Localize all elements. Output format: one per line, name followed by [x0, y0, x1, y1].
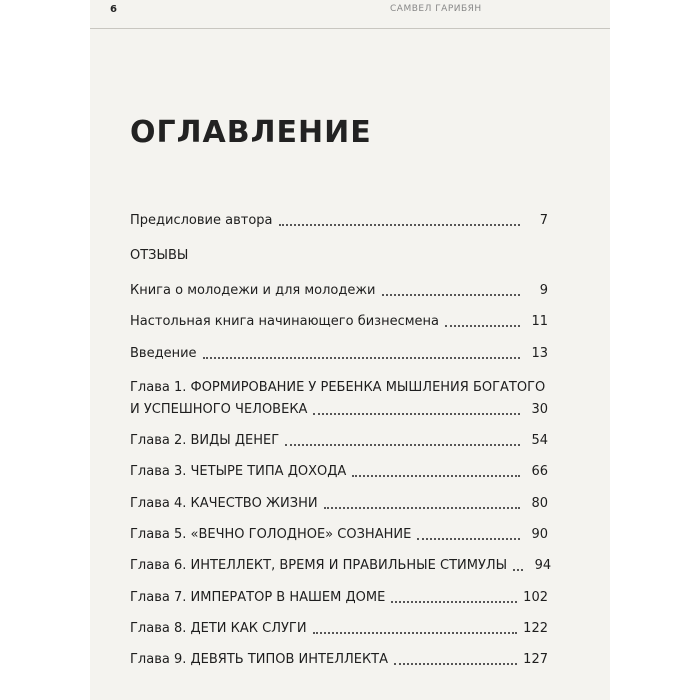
leader-dots: [445, 325, 520, 327]
leader-dots: [513, 569, 523, 571]
running-title: САМВЕЛ ГАРИБЯН: [390, 4, 482, 14]
leader-dots: [417, 538, 520, 540]
toc-entry-label: Книга о молодежи и для молодежи: [130, 283, 376, 298]
toc-entry-label: Глава 7. ИМПЕРАТОР В НАШЕМ ДОМЕ: [130, 590, 386, 605]
leader-dots: [391, 601, 517, 603]
toc-entry-chapter-8: [130, 620, 548, 638]
toc-entry-label: Введение: [130, 346, 197, 361]
toc-entry-page: 9: [539, 283, 548, 298]
toc-entry-chapter-2: [130, 432, 548, 450]
page-header: [90, 0, 610, 29]
toc-entry-review-2: [130, 313, 548, 331]
page-number: 6: [110, 4, 117, 15]
toc-entry-label: Глава 8. ДЕТИ КАК СЛУГИ: [130, 621, 307, 636]
toc-entry-chapter-3: [130, 463, 548, 481]
toc-entry-chapter-7: [130, 589, 548, 607]
toc-entry-label: Глава 3. ЧЕТЫРЕ ТИПА ДОХОДА: [130, 464, 347, 479]
book-page: [90, 0, 610, 700]
toc-entry-label: Глава 4. КАЧЕСТВО ЖИЗНИ: [130, 496, 318, 511]
leader-dots: [394, 663, 517, 665]
toc-entry-line2: [130, 401, 548, 419]
toc-entry-chapter-4: [130, 495, 548, 513]
toc-entry-page: 54: [531, 433, 548, 448]
leader-dots: [203, 357, 520, 359]
toc-entry-chapter-5: [130, 526, 548, 544]
toc-entry-page: 30: [531, 402, 548, 417]
leader-dots: [352, 475, 520, 477]
toc-entry-chapter-1: [130, 379, 548, 419]
toc-entry-label: Глава 9. ДЕВЯТЬ ТИПОВ ИНТЕЛЛЕКТА: [130, 652, 389, 667]
toc-entry-page: 90: [531, 527, 548, 542]
toc-entry-label: Предисловие автора: [130, 213, 273, 228]
toc-entry-label: Глава 2. ВИДЫ ДЕНЕГ: [130, 433, 280, 448]
toc-entry-page: 80: [531, 496, 548, 511]
toc-entry-chapter-6: [130, 557, 552, 575]
page-title: ОГЛАВЛЕНИЕ: [130, 115, 372, 150]
toc-entry-page: 66: [531, 464, 548, 479]
toc-entry-page: 122: [523, 621, 548, 636]
toc-entry-page: 11: [531, 314, 548, 329]
toc-entry-page: 127: [523, 652, 548, 667]
toc-entry-label: Настольная книга начинающего бизнесмена: [130, 314, 439, 329]
toc-entry-intro: [130, 345, 548, 363]
toc-entry-page: 13: [531, 346, 548, 361]
toc-entry-label-continued: И УСПЕШНОГО ЧЕЛОВЕКА: [130, 402, 308, 417]
toc-entry-chapter-9: [130, 651, 548, 669]
leader-dots: [382, 294, 521, 296]
toc-entry-page: 102: [523, 590, 548, 605]
leader-dots: [313, 413, 520, 415]
toc-entry-review-1: [130, 282, 548, 300]
toc-entry-page: 94: [534, 558, 552, 573]
toc-entry-page: 7: [539, 213, 548, 228]
leader-dots: [285, 444, 520, 446]
leader-dots: [279, 224, 521, 226]
toc-entry-label: Глава 1. ФОРМИРОВАНИЕ У РЕБЕНКА МЫШЛЕНИЯ БОГАТОГО: [130, 380, 546, 395]
toc-section-reviews: ОТЗЫВЫ: [130, 248, 189, 263]
leader-dots: [324, 507, 520, 509]
leader-dots: [313, 632, 518, 634]
toc-entry-preface: [130, 212, 548, 230]
toc-entry-label: Глава 6. ИНТЕЛЛЕКТ, ВРЕМЯ И ПРАВИЛЬНЫЕ СТИМУЛЫ: [130, 558, 508, 573]
toc-entry-label: Глава 5. «ВЕЧНО ГОЛОДНОЕ» СОЗНАНИЕ: [130, 527, 412, 542]
